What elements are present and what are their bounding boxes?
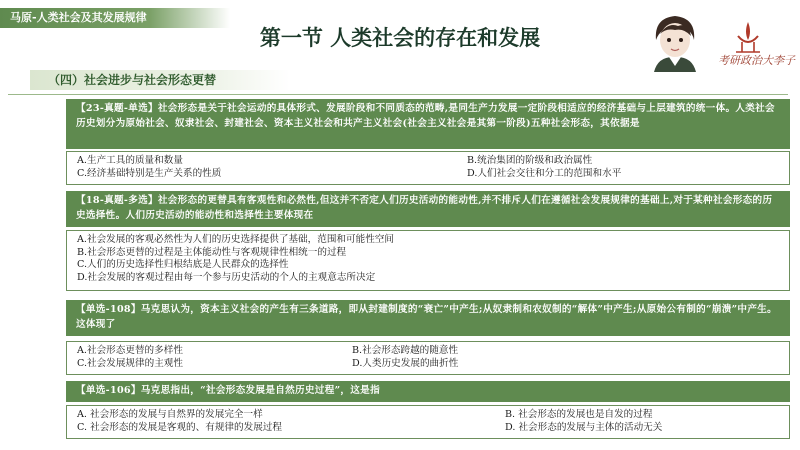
question-stem: 【23-真题-单选】社会形态是关于社会运动的具体形式、发展阶段和不同质态的范畴,是同生产力发展一定阶段相适应的经济基础与上层建筑的统一体。人类社会历史划分为原始社会、奴隶社会、封建社会、资本主义社会和共产主义社会(社会主义社会是其第一阶段)五种社会形态，其依据是 [66, 99, 790, 149]
option-c: C.社会发展规律的主观性 [77, 358, 183, 369]
option-d: D.人类历史发展的曲折性 [352, 358, 459, 369]
question-stem: 【单选-108】马克思认为，资本主义社会的产生有三条道路，即从封建制度的“衰亡”中产生;从奴隶制和农奴制的“解体”中产生;从原始公有制的“崩溃”中产生。这体现了 [66, 300, 790, 336]
option-b: B. 社会形态的发展也是自发的过程 [505, 409, 653, 420]
options-box [66, 230, 790, 291]
option-b: B.统治集团的阶级和政治属性 [467, 155, 593, 166]
divider [8, 94, 788, 95]
option-d: D. 社会形态的发展与主体的活动无关 [505, 422, 663, 433]
option-c: C.经济基础特别是生产关系的性质 [77, 168, 222, 179]
brand-name: 考研政治大李子 [718, 54, 795, 67]
page-title: 第一节 人类社会的存在和发展 [259, 26, 541, 50]
course-tag: 马原-人类社会及其发展规律 [0, 8, 230, 28]
option-c: C.人们的历史选择性归根结底是人民群众的选择性 [77, 259, 289, 270]
option-a: A.生产工具的质量和数量 [77, 155, 183, 166]
question-stem: 【单选-106】马克思指出，“社会形态发展是自然历史过程”，这是指 [66, 381, 790, 402]
option-d: D.社会发展的客观过程由每一个参与历史活动的个人的主观意志所决定 [77, 271, 376, 283]
option-a: A. 社会形态的发展与自然界的发展完全一样 [77, 409, 263, 420]
options-box [66, 151, 790, 185]
option-c: C. 社会形态的发展是客观的、有规律的发展过程 [77, 422, 282, 433]
option-a: A.社会发展的客观必然性为人们的历史选择提供了基础，范围和可能性空间 [77, 234, 394, 245]
section-title: （四）社会进步与社会形态更替 [30, 70, 290, 90]
options-box [66, 405, 790, 439]
question-stem: 【18-真题-多选】社会形态的更替具有客观性和必然性,但这并不否定人们历史活动的能动性,并不排斥人们在遵循社会发展规律的基础上,对于某种社会形态的历史选择性。人们历史活动的能动性和选择性主要体现在 [66, 191, 790, 227]
option-d: D.人们社会交往和分工的范围和水平 [467, 168, 622, 179]
option-b: B.社会形态更替的过程是主体能动性与客观规律性相统一的过程 [77, 246, 347, 258]
option-a: A.社会形态更替的多样性 [77, 345, 183, 356]
teacher-avatar [644, 10, 706, 72]
options-box [66, 341, 790, 375]
option-b: B.社会形态跨越的随意性 [352, 345, 459, 356]
